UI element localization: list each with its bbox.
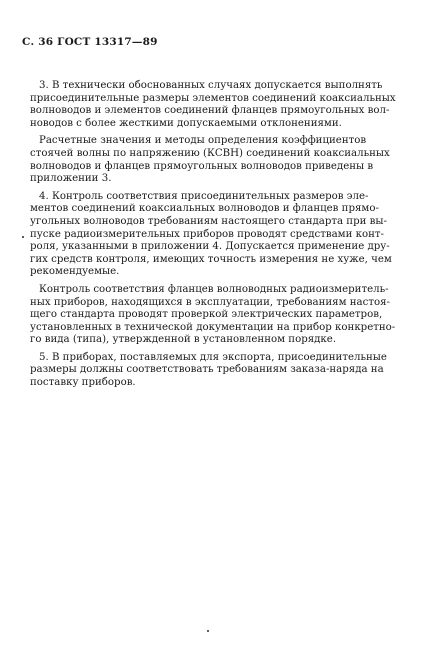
text-line: стоячей волны по напряжению (КСВН) соединений коаксиальных <box>30 147 390 159</box>
text-line: присоединительные размеры элементов соединений коаксиальных <box>30 92 396 104</box>
text-line: установленных в технической документации на прибор конкретно- <box>30 321 396 333</box>
paragraph-4 <box>30 191 404 279</box>
paragraph-5 <box>30 352 404 390</box>
text-line: 4. Контроль соответствия присоединительных размеров эле- <box>39 190 369 202</box>
text-line: ных приборов, находящихся в эксплуатации, требованиям настоя- <box>30 296 390 308</box>
margin-speck <box>22 236 24 238</box>
text-line: волноводов и элементов соединений фланцев прямоугольных вол- <box>30 105 390 117</box>
text-line: угольных волноводов требованиям настоящего стандарта при вы- <box>30 215 387 227</box>
page-header: С. 36 ГОСТ 13317—89 <box>22 36 158 48</box>
text-line: размеры должны соответствовать требованиям заказа-наряда на <box>30 364 384 376</box>
text-line: поставку приборов. <box>30 377 136 389</box>
paragraph-3 <box>30 80 404 130</box>
text-line: щего стандарта проводят проверкой электрических параметров, <box>30 309 383 321</box>
paragraph-kswn <box>30 135 404 185</box>
text-line: новодов с более жесткими допускаемыми отклонениями. <box>30 117 342 129</box>
text-line: гих средств контроля, имеющих точность измерения не хуже, чем <box>30 253 392 265</box>
paragraph-control <box>30 284 404 347</box>
text-line: рекомендуемые. <box>30 266 120 278</box>
text-line: ментов соединений коаксиальных волноводов и фланцев прямо- <box>30 203 379 215</box>
text-line: Расчетные значения и методы определения коэффициентов <box>39 135 367 147</box>
text-line: 3. В технически обоснованных случаях допускается выполнять <box>39 80 383 91</box>
document-body <box>30 80 404 395</box>
text-line: го вида (типа), утвержденной в установленном порядке. <box>30 334 337 346</box>
text-line: приложении 3. <box>30 173 112 185</box>
text-line: Контроль соответствия фланцев волноводных радиоизмеритель- <box>39 283 389 295</box>
text-line: роля, указанными в приложении 4. Допускается применение дру- <box>30 241 390 253</box>
margin-speck <box>207 630 209 632</box>
text-line: волноводов и фланцев прямоугольных волноводов приведены в <box>30 160 374 172</box>
text-line: пуске радиоизмерительных приборов проводят средствами конт- <box>30 228 384 240</box>
text-line: 5. В приборах, поставляемых для экспорта, присоединительные <box>39 351 387 363</box>
